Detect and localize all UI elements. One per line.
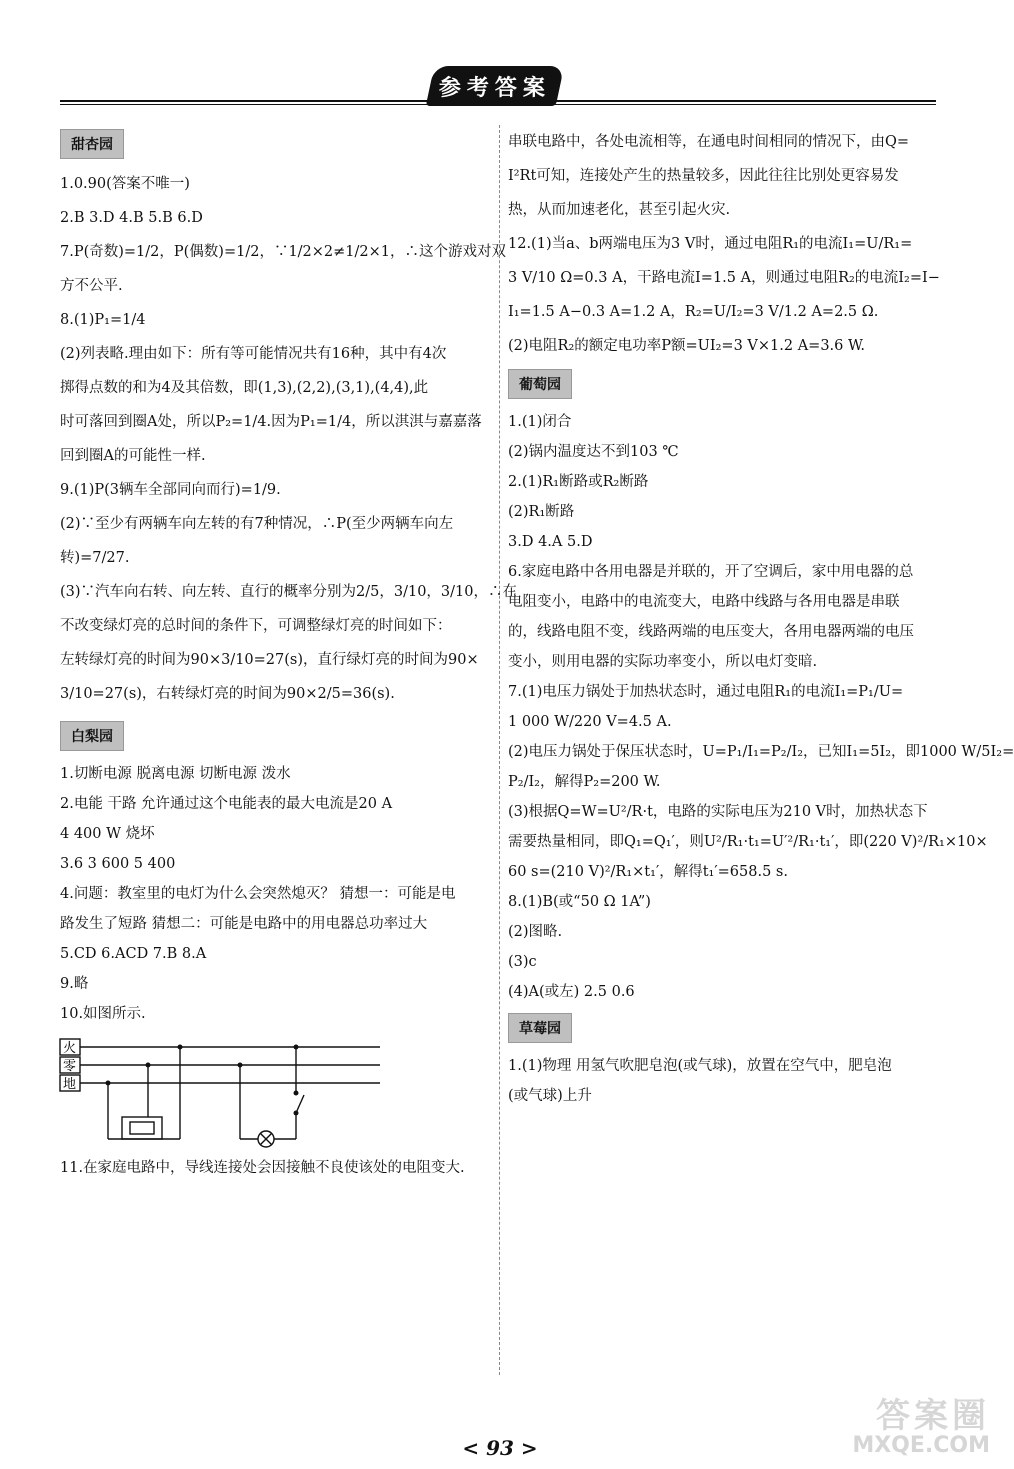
answer-line: (2)电阻R₂的额定电功率P额=UI₂=3 V×1.2 A=3.6 W. (508, 338, 865, 354)
circuit-label-fire: 火 (63, 1041, 77, 1056)
circuit-diagram (60, 1037, 390, 1149)
answer-line: 7.P(奇数)=1/2，P(偶数)=1/2，∵1/2×2≠1/2×1，∴这个游戏对双 (60, 244, 507, 260)
answer-line: 3.6 3 600 5 400 (60, 856, 176, 872)
answer-line: 9.略 (60, 976, 89, 992)
answer-line: 时可落回到圈A处，所以P₂=1/4.因为P₁=1/4，所以淇淇与嘉嘉落 (60, 414, 482, 430)
answer-line: 4.问题：教室里的电灯为什么会突然熄灭？ 猜想一：可能是电 (60, 886, 456, 902)
answer-line: (或气球)上升 (508, 1088, 592, 1104)
answer-line: (3)∵汽车向右转、向左转、直行的概率分别为2/5，3/10，3/10，∴在 (60, 584, 517, 600)
circuit-label-zero: 零 (63, 1059, 77, 1074)
answer-line: 的，线路电阻不变，线路两端的电压变大，各用电器两端的电压 (508, 624, 914, 640)
answer-line: 3/10=27(s)，右转绿灯亮的时间为90×2/5=36(s). (60, 686, 395, 702)
header-title: 参考答案 (438, 75, 551, 101)
answer-line: 1.0.90(答案不唯一) (60, 176, 190, 192)
answer-line: I₁=1.5 A−0.3 A=1.2 A，R₂=U/I₂=3 V/1.2 A=2.5 Ω. (508, 304, 879, 320)
right-column (508, 125, 1014, 1111)
section-body-bailiyuan (60, 759, 492, 1029)
answer-line: I²Rt可知，连接处产生的热量较多，因此往往比别处更容易发 (508, 168, 899, 184)
answer-line: 3.D 4.A 5.D (508, 534, 593, 550)
switch-icon (296, 1095, 304, 1113)
section-heading-caomeiyuan: 草莓园 (508, 1013, 572, 1043)
section-heading-bailiyuan: 白梨园 (60, 721, 124, 751)
answer-line: (2)锅内温度达不到103 ℃ (508, 444, 679, 460)
watermark-logo (790, 1388, 990, 1458)
answer-line: 左转绿灯亮的时间为90×3/10=27(s)，直行绿灯亮的时间为90× (60, 652, 479, 668)
answer-line: 6.家庭电路中各用电器是并联的，开了空调后，家中用电器的总 (508, 564, 914, 580)
answer-line: 2.(1)R₁断路或R₂断路 (508, 474, 649, 490)
answer-line: 串联电路中，各处电流相等，在通电时间相同的情况下，由Q= (508, 134, 910, 150)
answer-line: 掷得点数的和为4及其倍数，即(1,3),(2,2),(3,1),(4,4),此 (60, 380, 429, 396)
answer-line: 方不公平. (60, 278, 123, 294)
section-body-caomeiyuan (508, 1051, 940, 1111)
section-body-putaoyuan (508, 407, 1014, 1007)
answer-line: 回到圈A的可能性一样. (60, 448, 206, 464)
header-rule (60, 100, 936, 102)
section-body-tianxingyuan (60, 167, 517, 711)
answer-line: (2)图略. (508, 924, 563, 940)
section-body-continued (508, 125, 940, 363)
answer-line: 电阻变小，电路中的电流变大，电路中线路与各用电器是串联 (508, 594, 900, 610)
column-divider (499, 125, 501, 1375)
answer-line: (2)电压力锅处于保压状态时，U=P₁/I₁=P₂/I₂，已知I₁=5I₂，即1000 W/5I₂= (508, 744, 1014, 760)
answer-line: 1.切断电源 脱离电源 切断电源 泼水 (60, 766, 291, 782)
header-rule-thin (60, 104, 936, 105)
answer-line: (2)∵至少有两辆车向左转的有7种情况，∴P(至少两辆车向左 (60, 516, 454, 532)
answer-line: 变小，则用电器的实际功率变小，所以电灯变暗. (508, 654, 818, 670)
answer-line: (2)列表略.理由如下：所有等可能情况共有16种，其中有4次 (60, 346, 447, 362)
answer-line: 10.如图所示. (60, 1006, 146, 1022)
answer-line: 8.(1)P₁=1/4 (60, 312, 146, 328)
watermark-url: MXQE.COM (852, 1433, 990, 1458)
answer-line: (3)c (508, 954, 537, 970)
answer-line: 9.(1)P(3辆车全部同向而行)=1/9. (60, 482, 281, 498)
answer-line: 7.(1)电压力锅处于加热状态时，通过电阻R₁的电流I₁=P₁/U= (508, 684, 904, 700)
page-number: < 93 > (462, 1436, 538, 1460)
answer-line: 需要热量相同，即Q₁=Q₁′，则U²/R₁·t₁=U′²/R₁·t₁′，即(220 V)²/R₁×10× (508, 834, 988, 850)
watermark-text: 答案圈 (876, 1396, 990, 1436)
answer-line: 2.B 3.D 4.B 5.B 6.D (60, 210, 203, 226)
section-heading-tianxingyuan: 甜杏园 (60, 129, 124, 159)
page-header (60, 62, 936, 112)
section-heading-putaoyuan: 葡萄园 (508, 369, 572, 399)
circuit-label-ground: 地 (63, 1077, 77, 1092)
answer-line: 4 400 W 烧坏 (60, 826, 155, 842)
answer-line: 60 s=(210 V)²/R₁×t₁′，解得t₁′=658.5 s. (508, 864, 788, 880)
answer-line: (3)根据Q=W=U²/R·t，电路的实际电压为210 V时，加热状态下 (508, 804, 928, 820)
answer-line: 转)=7/27. (60, 550, 130, 566)
answer-line: 5.CD 6.ACD 7.B 8.A (60, 946, 207, 962)
answer-line: 1 000 W/220 V=4.5 A. (508, 714, 672, 730)
answer-line: (4)A(或左) 2.5 0.6 (508, 984, 635, 1000)
socket-icon (122, 1117, 162, 1139)
answer-line: 12.(1)当a、b两端电压为3 V时，通过电阻R₁的电流I₁=U/R₁= (508, 236, 913, 252)
answer-line: 8.(1)B(或“50 Ω 1A”) (508, 894, 651, 910)
answer-line: P₂/I₂，解得P₂=200 W. (508, 774, 661, 790)
answer-line: 1.(1)闭合 (508, 414, 572, 430)
section-body-bailiyuan-continued (60, 1153, 492, 1183)
left-column (60, 125, 517, 1183)
answer-line: 热，从而加速老化，甚至引起火灾. (508, 202, 731, 218)
answer-line: 11.在家庭电路中，导线连接处会因接触不良使该处的电阻变大. (60, 1160, 465, 1176)
answer-line: 2.电能 干路 允许通过这个电能表的最大电流是20 A (60, 796, 393, 812)
answer-line: 1.(1)物理 用氢气吹肥皂泡(或气球)，放置在空气中，肥皂泡 (508, 1058, 892, 1074)
answer-line: 路发生了短路 猜想二：可能是电路中的用电器总功率过大 (60, 916, 428, 932)
answer-line: 3 V/10 Ω=0.3 A，干路电流I=1.5 A，则通过电阻R₂的电流I₂=I− (508, 270, 940, 286)
answer-line: (2)R₁断路 (508, 504, 575, 520)
answer-line: 不改变绿灯亮的总时间的条件下，可调整绿灯亮的时间如下： (60, 618, 452, 634)
